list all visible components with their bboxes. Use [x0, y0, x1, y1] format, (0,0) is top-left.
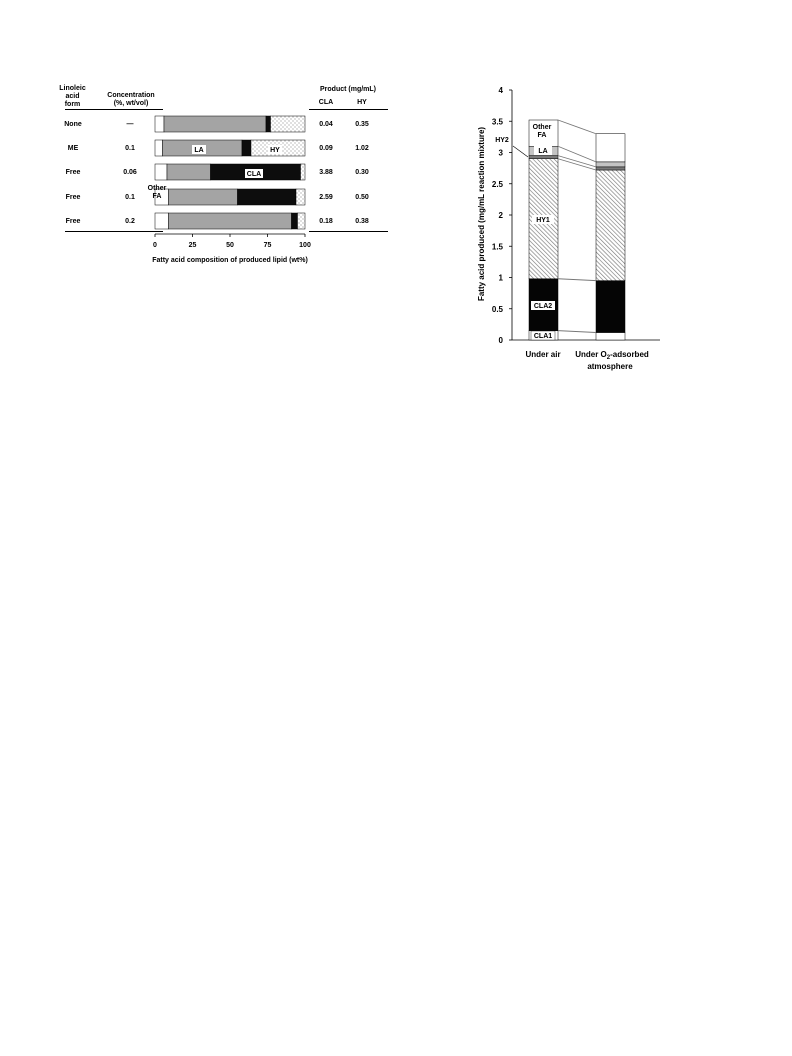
other-fa-label-line1: Other	[147, 185, 167, 192]
category-label-o2-post: -adsorbed	[610, 350, 649, 359]
y-tick-label: 1	[498, 273, 503, 283]
x-tick-label: 50	[226, 242, 234, 249]
row-form: Free	[65, 169, 81, 176]
hy2-segment-label: HY2	[495, 137, 509, 144]
row-form: Free	[65, 194, 81, 201]
row-cla: 0.09	[319, 145, 333, 152]
row-conc: 0.1	[125, 145, 135, 152]
y-tick-label: 1.5	[491, 242, 503, 252]
segment-connector-line	[558, 159, 596, 170]
category-label-o2	[575, 350, 649, 361]
hy2-leader-line	[513, 146, 528, 157]
y-tick-label: 3	[498, 148, 503, 158]
row-conc: 0.1	[125, 194, 135, 201]
y-axis-label: Fatty acid produced (mg/mL reaction mixture)	[477, 126, 486, 302]
x-tick-label: 0	[153, 242, 157, 249]
header-conc-line2: (%, wt/vol)	[113, 100, 149, 107]
bar-segment-la	[596, 162, 625, 167]
la-segment-label: LA	[194, 147, 204, 154]
y-tick-label: 2.5	[491, 179, 503, 189]
row-hy: 0.35	[355, 121, 369, 128]
segment-connector-line	[558, 156, 596, 167]
x-tick-label: 100	[299, 242, 311, 249]
segment-connector-line	[558, 120, 596, 134]
row-cla: 2.59	[319, 194, 333, 201]
row-hy: 0.30	[355, 169, 369, 176]
header-product: Product (mg/mL)	[320, 86, 376, 93]
category-label-o2-sub: 2	[606, 355, 611, 361]
y-tick-label: 3.5	[491, 117, 503, 127]
header-form-line1: Linoleic	[59, 85, 86, 92]
bar-segment-cla1	[596, 333, 625, 341]
x-axis-label: Fatty acid composition of produced lipid (wt%)	[152, 257, 308, 264]
row-hy: 1.02	[355, 145, 369, 152]
header-hy: HY	[357, 99, 367, 106]
y-tick-label: 2	[498, 211, 503, 220]
header-form-line2: acid	[65, 93, 80, 100]
row-hy: 0.50	[355, 194, 369, 201]
row-cla: 0.04	[319, 121, 333, 128]
hy1-segment-label: HY1	[536, 217, 550, 224]
segment-connector-line	[558, 146, 596, 162]
category-label-air: Under air	[525, 350, 561, 359]
production-bar-chart	[0, 0, 792, 400]
other-segment-label-line1: Other	[532, 124, 552, 131]
hy-segment-label: HY	[270, 147, 280, 154]
la-segment-label: LA	[538, 148, 548, 155]
x-tick-label: 75	[263, 242, 272, 249]
bar-segment-hy2	[596, 167, 625, 170]
other-fa-label-line2: FA	[152, 193, 162, 200]
x-tick-label: 25	[188, 242, 197, 249]
row-cla: 3.88	[319, 169, 333, 176]
segment-connector-line	[558, 331, 596, 333]
header-conc-line1: Concentration	[107, 92, 155, 99]
row-form: Free	[65, 218, 81, 225]
y-tick-label: 0	[498, 336, 503, 345]
row-cla: 0.18	[319, 218, 333, 225]
cla2-segment-label: CLA2	[533, 303, 553, 310]
header-form-line3: form	[64, 101, 81, 108]
bar-segment-other	[596, 134, 625, 162]
y-tick-label: 0.5	[491, 304, 503, 314]
cla1-segment-label: CLA1	[533, 333, 553, 340]
header-cla: CLA	[318, 99, 334, 106]
row-hy: 0.38	[355, 218, 369, 225]
bar-segment-hy2	[529, 156, 558, 159]
bar-segment-hy1	[596, 170, 625, 281]
bar-segment-cla2	[596, 281, 625, 333]
row-form: ME	[67, 145, 79, 152]
row-form: None	[64, 121, 82, 128]
category-label-o2-pre: Under O	[575, 350, 607, 359]
other-segment-label-line2: FA	[537, 132, 547, 139]
segment-connector-line	[558, 279, 596, 281]
row-conc: 0.2	[125, 218, 135, 225]
category-label-o2-line2: atmosphere	[587, 362, 633, 371]
y-tick-label: 4	[498, 86, 503, 95]
row-conc: —	[126, 121, 134, 128]
cla-segment-label: CLA	[246, 171, 262, 178]
row-conc: 0.06	[123, 169, 137, 176]
